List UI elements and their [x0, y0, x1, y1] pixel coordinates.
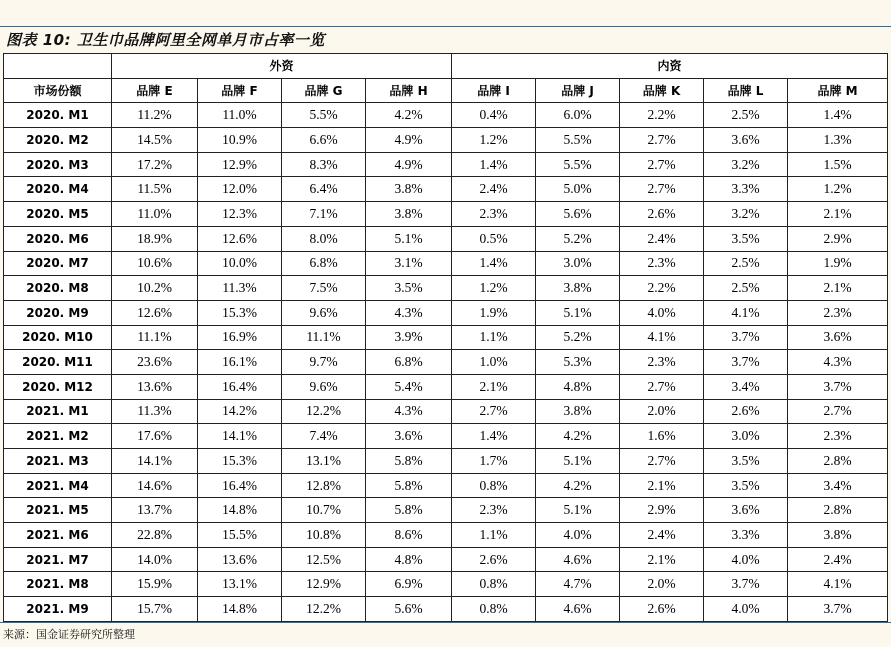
- period-cell: 2021. M8: [4, 572, 112, 597]
- share-value-cell: 4.0%: [620, 300, 704, 325]
- share-value-cell: 2.7%: [620, 177, 704, 202]
- share-value-cell: 13.7%: [112, 498, 198, 523]
- share-value-cell: 14.8%: [198, 498, 282, 523]
- table-row: [4, 374, 888, 399]
- table-row: [4, 547, 888, 572]
- share-value-cell: 4.7%: [536, 572, 620, 597]
- share-value-cell: 11.3%: [112, 399, 198, 424]
- share-value-cell: 1.0%: [452, 350, 536, 375]
- share-value-cell: 14.8%: [198, 597, 282, 622]
- share-value-cell: 2.5%: [704, 276, 788, 301]
- share-value-cell: 1.2%: [452, 276, 536, 301]
- table-row: [4, 128, 888, 153]
- share-value-cell: 2.9%: [788, 226, 888, 251]
- share-value-cell: 11.5%: [112, 177, 198, 202]
- share-value-cell: 6.9%: [366, 572, 452, 597]
- table-row: [4, 350, 888, 375]
- share-value-cell: 4.8%: [536, 374, 620, 399]
- table-row: [4, 424, 888, 449]
- share-value-cell: 0.8%: [452, 473, 536, 498]
- share-value-cell: 8.0%: [282, 226, 366, 251]
- share-value-cell: 16.1%: [198, 350, 282, 375]
- share-value-cell: 3.6%: [704, 128, 788, 153]
- top-rule: [0, 26, 891, 27]
- share-value-cell: 3.5%: [366, 276, 452, 301]
- share-value-cell: 5.4%: [366, 374, 452, 399]
- period-cell: 2021. M6: [4, 523, 112, 548]
- table-row: [4, 473, 888, 498]
- share-value-cell: 12.9%: [282, 572, 366, 597]
- share-value-cell: 1.1%: [452, 523, 536, 548]
- share-value-cell: 1.2%: [788, 177, 888, 202]
- share-value-cell: 3.6%: [788, 325, 888, 350]
- share-value-cell: 16.4%: [198, 374, 282, 399]
- share-value-cell: 0.8%: [452, 572, 536, 597]
- share-value-cell: 9.6%: [282, 300, 366, 325]
- period-cell: 2021. M9: [4, 597, 112, 622]
- share-value-cell: 3.5%: [704, 226, 788, 251]
- share-value-cell: 5.8%: [366, 449, 452, 474]
- share-value-cell: 2.0%: [620, 399, 704, 424]
- share-value-cell: 4.0%: [704, 547, 788, 572]
- share-value-cell: 5.3%: [536, 350, 620, 375]
- share-value-cell: 15.9%: [112, 572, 198, 597]
- share-value-cell: 5.2%: [536, 226, 620, 251]
- share-value-cell: 1.6%: [620, 424, 704, 449]
- share-value-cell: 6.8%: [366, 350, 452, 375]
- share-value-cell: 3.3%: [704, 523, 788, 548]
- table-row: [4, 399, 888, 424]
- share-value-cell: 14.1%: [112, 449, 198, 474]
- share-value-cell: 18.9%: [112, 226, 198, 251]
- corner-cell: [4, 54, 112, 79]
- share-value-cell: 14.2%: [198, 399, 282, 424]
- table-row: [4, 177, 888, 202]
- share-value-cell: 3.8%: [366, 202, 452, 227]
- share-value-cell: 3.5%: [704, 449, 788, 474]
- share-value-cell: 5.8%: [366, 498, 452, 523]
- group-header-foreign: 外资: [112, 54, 452, 79]
- share-value-cell: 3.4%: [788, 473, 888, 498]
- period-cell: 2020. M3: [4, 152, 112, 177]
- share-value-cell: 0.5%: [452, 226, 536, 251]
- share-value-cell: 2.3%: [788, 300, 888, 325]
- table-row: [4, 202, 888, 227]
- share-value-cell: 6.8%: [282, 251, 366, 276]
- share-value-cell: 12.6%: [112, 300, 198, 325]
- table-row: [4, 103, 888, 128]
- market-share-table: [3, 53, 888, 622]
- period-cell: 2020. M2: [4, 128, 112, 153]
- share-value-cell: 1.9%: [452, 300, 536, 325]
- share-value-cell: 2.2%: [620, 276, 704, 301]
- share-value-cell: 2.7%: [620, 374, 704, 399]
- period-cell: 2021. M7: [4, 547, 112, 572]
- share-value-cell: 3.6%: [704, 498, 788, 523]
- share-value-cell: 2.5%: [704, 251, 788, 276]
- share-value-cell: 5.5%: [536, 128, 620, 153]
- period-cell: 2020. M5: [4, 202, 112, 227]
- share-value-cell: 14.6%: [112, 473, 198, 498]
- period-cell: 2020. M4: [4, 177, 112, 202]
- period-cell: 2020. M11: [4, 350, 112, 375]
- share-value-cell: 3.1%: [366, 251, 452, 276]
- share-value-cell: 1.2%: [452, 128, 536, 153]
- bottom-rule: [0, 622, 891, 623]
- share-value-cell: 12.5%: [282, 547, 366, 572]
- share-value-cell: 1.7%: [452, 449, 536, 474]
- share-value-cell: 12.9%: [198, 152, 282, 177]
- share-value-cell: 4.1%: [704, 300, 788, 325]
- share-value-cell: 2.6%: [620, 202, 704, 227]
- share-value-cell: 4.6%: [536, 597, 620, 622]
- share-value-cell: 4.3%: [366, 300, 452, 325]
- share-value-cell: 2.7%: [620, 128, 704, 153]
- share-value-cell: 0.8%: [452, 597, 536, 622]
- share-value-cell: 3.7%: [704, 572, 788, 597]
- share-value-cell: 3.8%: [536, 276, 620, 301]
- source-note: 来源：国金证券研究所整理: [3, 628, 135, 641]
- table-row: [4, 498, 888, 523]
- share-value-cell: 1.4%: [452, 251, 536, 276]
- period-cell: 2021. M4: [4, 473, 112, 498]
- period-cell: 2021. M2: [4, 424, 112, 449]
- group-header-row: [4, 54, 888, 79]
- share-value-cell: 3.7%: [704, 350, 788, 375]
- share-value-cell: 11.1%: [112, 325, 198, 350]
- share-value-cell: 4.2%: [366, 103, 452, 128]
- period-cell: 2020. M8: [4, 276, 112, 301]
- brand-header: 品牌 I: [452, 78, 536, 103]
- share-value-cell: 3.8%: [366, 177, 452, 202]
- share-value-cell: 2.4%: [788, 547, 888, 572]
- period-cell: 2020. M9: [4, 300, 112, 325]
- share-value-cell: 2.8%: [788, 498, 888, 523]
- share-value-cell: 5.1%: [536, 300, 620, 325]
- share-value-cell: 11.0%: [198, 103, 282, 128]
- share-value-cell: 12.6%: [198, 226, 282, 251]
- share-value-cell: 4.3%: [366, 399, 452, 424]
- share-value-cell: 4.0%: [536, 523, 620, 548]
- share-value-cell: 12.3%: [198, 202, 282, 227]
- share-value-cell: 17.6%: [112, 424, 198, 449]
- share-value-cell: 15.7%: [112, 597, 198, 622]
- share-value-cell: 5.0%: [536, 177, 620, 202]
- share-value-cell: 7.4%: [282, 424, 366, 449]
- share-value-cell: 1.9%: [788, 251, 888, 276]
- share-value-cell: 11.1%: [282, 325, 366, 350]
- period-cell: 2020. M7: [4, 251, 112, 276]
- period-cell: 2020. M12: [4, 374, 112, 399]
- table-row: [4, 597, 888, 622]
- share-value-cell: 2.7%: [620, 449, 704, 474]
- share-value-cell: 5.5%: [282, 103, 366, 128]
- share-value-cell: 2.3%: [620, 251, 704, 276]
- brand-header-row: [4, 78, 888, 103]
- share-value-cell: 2.1%: [788, 276, 888, 301]
- share-value-cell: 2.0%: [620, 572, 704, 597]
- period-cell: 2021. M5: [4, 498, 112, 523]
- share-value-cell: 10.0%: [198, 251, 282, 276]
- share-value-cell: 10.6%: [112, 251, 198, 276]
- share-value-cell: 2.1%: [452, 374, 536, 399]
- share-value-cell: 14.1%: [198, 424, 282, 449]
- share-value-cell: 5.5%: [536, 152, 620, 177]
- share-value-cell: 2.7%: [620, 152, 704, 177]
- share-value-cell: 13.6%: [198, 547, 282, 572]
- share-value-cell: 16.4%: [198, 473, 282, 498]
- share-value-cell: 3.6%: [366, 424, 452, 449]
- share-value-cell: 6.6%: [282, 128, 366, 153]
- share-value-cell: 2.4%: [452, 177, 536, 202]
- share-value-cell: 3.8%: [536, 399, 620, 424]
- share-value-cell: 8.6%: [366, 523, 452, 548]
- table-row: [4, 572, 888, 597]
- share-value-cell: 12.2%: [282, 597, 366, 622]
- share-value-cell: 3.9%: [366, 325, 452, 350]
- share-value-cell: 5.6%: [536, 202, 620, 227]
- share-value-cell: 2.1%: [788, 202, 888, 227]
- share-value-cell: 2.8%: [788, 449, 888, 474]
- share-value-cell: 13.1%: [198, 572, 282, 597]
- share-value-cell: 2.6%: [704, 399, 788, 424]
- share-value-cell: 4.6%: [536, 547, 620, 572]
- share-value-cell: 4.9%: [366, 152, 452, 177]
- share-value-cell: 2.4%: [620, 226, 704, 251]
- share-value-cell: 2.3%: [452, 202, 536, 227]
- share-value-cell: 2.7%: [788, 399, 888, 424]
- share-value-cell: 15.3%: [198, 449, 282, 474]
- share-value-cell: 11.3%: [198, 276, 282, 301]
- share-value-cell: 3.7%: [788, 597, 888, 622]
- share-value-cell: 2.3%: [452, 498, 536, 523]
- share-value-cell: 3.7%: [788, 374, 888, 399]
- share-value-cell: 14.0%: [112, 547, 198, 572]
- share-value-cell: 3.7%: [704, 325, 788, 350]
- share-value-cell: 2.7%: [452, 399, 536, 424]
- brand-header: 品牌 H: [366, 78, 452, 103]
- table-row: [4, 152, 888, 177]
- table-row: [4, 276, 888, 301]
- share-value-cell: 3.0%: [704, 424, 788, 449]
- share-value-cell: 4.3%: [788, 350, 888, 375]
- share-value-cell: 1.3%: [788, 128, 888, 153]
- period-cell: 2021. M3: [4, 449, 112, 474]
- share-value-cell: 1.4%: [452, 424, 536, 449]
- share-value-cell: 14.5%: [112, 128, 198, 153]
- share-value-cell: 11.2%: [112, 103, 198, 128]
- share-value-cell: 9.7%: [282, 350, 366, 375]
- table-row: [4, 449, 888, 474]
- share-value-cell: 2.6%: [452, 547, 536, 572]
- table-body: [4, 103, 888, 621]
- share-value-cell: 4.9%: [366, 128, 452, 153]
- brand-header: 品牌 M: [788, 78, 888, 103]
- table-row: [4, 251, 888, 276]
- share-value-cell: 4.2%: [536, 473, 620, 498]
- share-value-cell: 16.9%: [198, 325, 282, 350]
- share-value-cell: 7.5%: [282, 276, 366, 301]
- share-value-cell: 9.6%: [282, 374, 366, 399]
- share-value-cell: 3.5%: [704, 473, 788, 498]
- share-value-cell: 4.2%: [536, 424, 620, 449]
- share-value-cell: 3.8%: [788, 523, 888, 548]
- share-value-cell: 2.5%: [704, 103, 788, 128]
- brand-header: 品牌 E: [112, 78, 198, 103]
- share-value-cell: 23.6%: [112, 350, 198, 375]
- share-value-cell: 4.8%: [366, 547, 452, 572]
- share-value-cell: 1.1%: [452, 325, 536, 350]
- share-value-cell: 17.2%: [112, 152, 198, 177]
- brand-header: 品牌 G: [282, 78, 366, 103]
- share-value-cell: 4.1%: [788, 572, 888, 597]
- share-value-cell: 3.2%: [704, 202, 788, 227]
- share-value-cell: 1.4%: [452, 152, 536, 177]
- share-value-cell: 5.1%: [366, 226, 452, 251]
- period-cell: 2020. M6: [4, 226, 112, 251]
- share-value-cell: 3.2%: [704, 152, 788, 177]
- table-row: [4, 523, 888, 548]
- share-value-cell: 10.8%: [282, 523, 366, 548]
- share-value-cell: 2.3%: [620, 350, 704, 375]
- share-value-cell: 22.8%: [112, 523, 198, 548]
- period-cell: 2020. M10: [4, 325, 112, 350]
- share-value-cell: 7.1%: [282, 202, 366, 227]
- table-row: [4, 325, 888, 350]
- brand-header: 品牌 F: [198, 78, 282, 103]
- table-row: [4, 300, 888, 325]
- share-value-cell: 0.4%: [452, 103, 536, 128]
- group-header-domestic: 内资: [452, 54, 888, 79]
- share-value-cell: 2.1%: [620, 473, 704, 498]
- share-value-cell: 1.4%: [788, 103, 888, 128]
- share-value-cell: 4.1%: [620, 325, 704, 350]
- share-value-cell: 5.1%: [536, 498, 620, 523]
- share-value-cell: 6.0%: [536, 103, 620, 128]
- period-cell: 2021. M1: [4, 399, 112, 424]
- share-value-cell: 10.7%: [282, 498, 366, 523]
- share-value-cell: 12.0%: [198, 177, 282, 202]
- table-row: [4, 226, 888, 251]
- share-value-cell: 11.0%: [112, 202, 198, 227]
- share-value-cell: 2.6%: [620, 597, 704, 622]
- share-value-cell: 3.4%: [704, 374, 788, 399]
- figure-title: 图表 10: 卫生巾品牌阿里全网单月市占率一览: [6, 31, 325, 49]
- share-value-cell: 13.1%: [282, 449, 366, 474]
- share-value-cell: 2.1%: [620, 547, 704, 572]
- share-value-cell: 13.6%: [112, 374, 198, 399]
- share-value-cell: 1.5%: [788, 152, 888, 177]
- share-value-cell: 2.3%: [788, 424, 888, 449]
- share-value-cell: 5.1%: [536, 449, 620, 474]
- row-header: 市场份额: [4, 78, 112, 103]
- share-value-cell: 2.9%: [620, 498, 704, 523]
- share-value-cell: 2.4%: [620, 523, 704, 548]
- share-value-cell: 10.2%: [112, 276, 198, 301]
- share-value-cell: 4.0%: [704, 597, 788, 622]
- share-value-cell: 6.4%: [282, 177, 366, 202]
- share-value-cell: 10.9%: [198, 128, 282, 153]
- share-value-cell: 3.3%: [704, 177, 788, 202]
- period-cell: 2020. M1: [4, 103, 112, 128]
- share-value-cell: 15.3%: [198, 300, 282, 325]
- share-value-cell: 5.8%: [366, 473, 452, 498]
- share-value-cell: 5.2%: [536, 325, 620, 350]
- share-value-cell: 15.5%: [198, 523, 282, 548]
- share-value-cell: 5.6%: [366, 597, 452, 622]
- brand-header: 品牌 L: [704, 78, 788, 103]
- brand-header: 品牌 K: [620, 78, 704, 103]
- share-value-cell: 2.2%: [620, 103, 704, 128]
- share-value-cell: 3.0%: [536, 251, 620, 276]
- share-value-cell: 12.8%: [282, 473, 366, 498]
- share-value-cell: 12.2%: [282, 399, 366, 424]
- share-value-cell: 8.3%: [282, 152, 366, 177]
- brand-header: 品牌 J: [536, 78, 620, 103]
